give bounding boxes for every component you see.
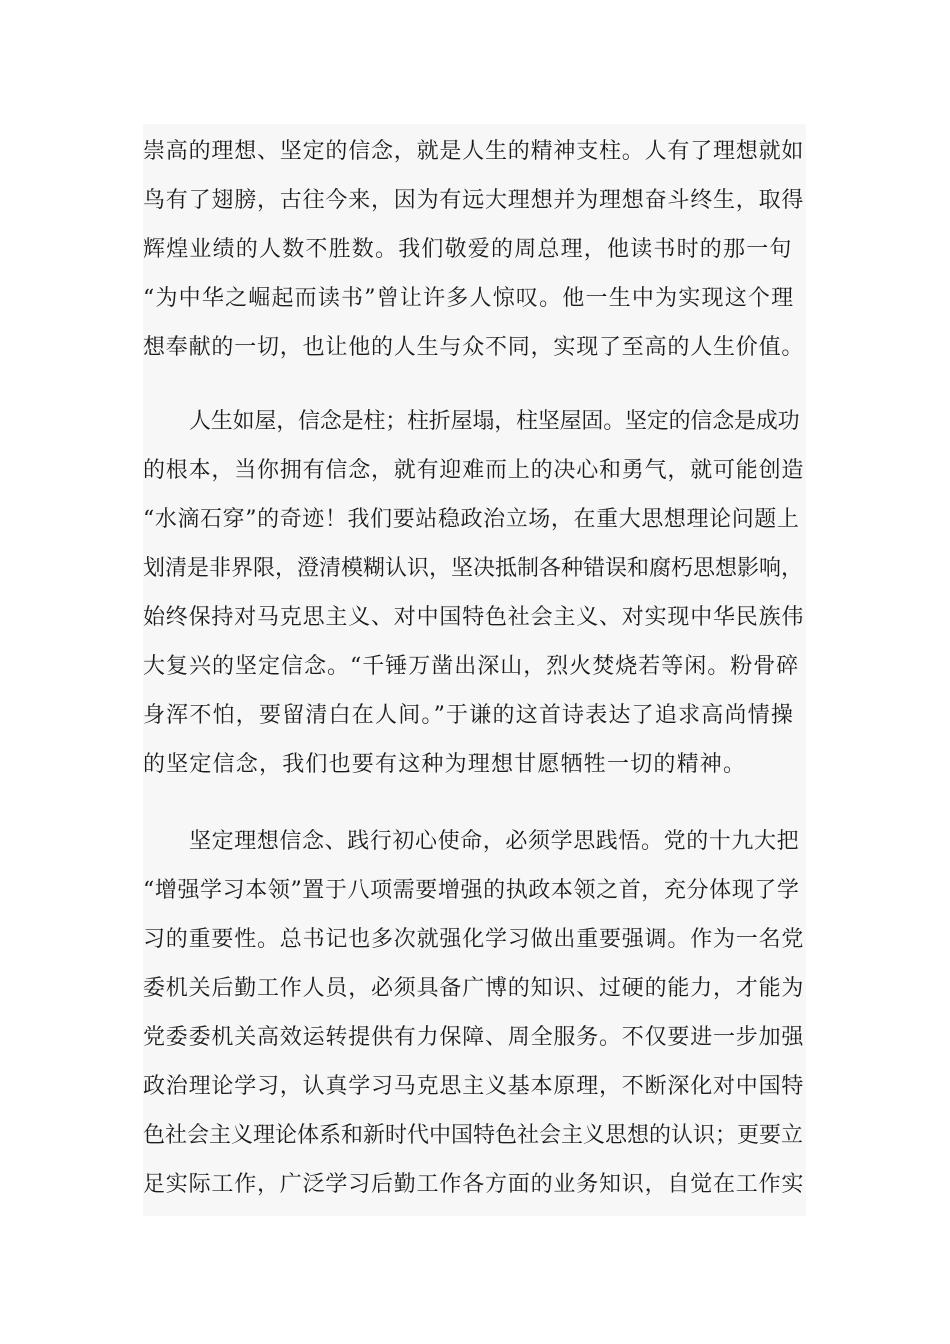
paragraph-line: 党委委机关高效运转提供有力保障、周全服务。不仅要进一步加强 [143, 1025, 805, 1050]
paragraph-line: “为中华之崛起而读书”曾让许多人惊叹。他一生中为实现这个理 [143, 286, 795, 311]
paragraph-line: “水滴石穿”的奇迹！我们要站稳政治立场，在重大思想理论问题上 [143, 507, 800, 532]
paragraph-line: 大复兴的坚定信念。“千锤万凿出深山，烈火焚烧若等闲。粉骨碎 [143, 654, 800, 679]
paragraph-line: 色社会主义理论体系和新时代中国特色社会主义思想的认识；更要立 [143, 1123, 804, 1148]
paragraph-line: 人生如屋，信念是柱；柱折屋塌，柱坚屋固。坚定的信念是成功 [189, 409, 800, 434]
paragraph-line: 习的重要性。总书记也多次就强化学习做出重要强调。作为一名党 [143, 927, 805, 952]
paragraph-line: 辉煌业绩的人数不胜数。我们敬爱的周总理，他读书时的那一句 [143, 237, 793, 262]
paragraph-line: 身浑不怕，要留清白在人间。”于谦的这首诗表达了追求高尚情操 [143, 703, 795, 728]
paragraph-line: 想奉献的一切，也让他的人生与众不同，实现了至高的人生价值。 [143, 335, 805, 360]
paragraph-line: 的坚定信念，我们也要有这种为理想甘愿牺牲一切的精神。 [143, 752, 747, 777]
paragraph-line: “增强学习本领”置于八项需要增强的执政本领之首，充分体现了学 [143, 878, 800, 903]
paragraph-line: 坚定理想信念、践行初心使命，必须学思践悟。党的十九大把 [189, 829, 800, 854]
paragraph-line: 足实际工作，广泛学习后勤工作各方面的业务知识，自觉在工作实 [143, 1172, 805, 1197]
paragraph-line: 划清是非界限，澄清模糊认识，坚决抵制各种错误和腐朽思想影响， [143, 556, 804, 581]
paragraph-line: 始终保持对马克思主义、对中国特色社会主义、对实现中华民族伟 [143, 605, 805, 630]
paragraph-line: 委机关后勤工作人员，必须具备广博的知识、过硬的能力，才能为 [143, 976, 805, 1001]
paragraph-line: 政治理论学习，认真学习马克思主义基本原理，不断深化对中国特 [143, 1074, 805, 1099]
document-body [143, 124, 806, 1216]
paragraph-line: 鸟有了翅膀，古往今来，因为有远大理想并为理想奋斗终生，取得 [143, 188, 805, 213]
paragraph-line: 的根本，当你拥有信念，就有迎难而上的决心和勇气，就可能创造 [143, 458, 805, 483]
paragraph-line: 崇高的理想、坚定的信念，就是人生的精神支柱。人有了理想就如 [143, 139, 805, 164]
